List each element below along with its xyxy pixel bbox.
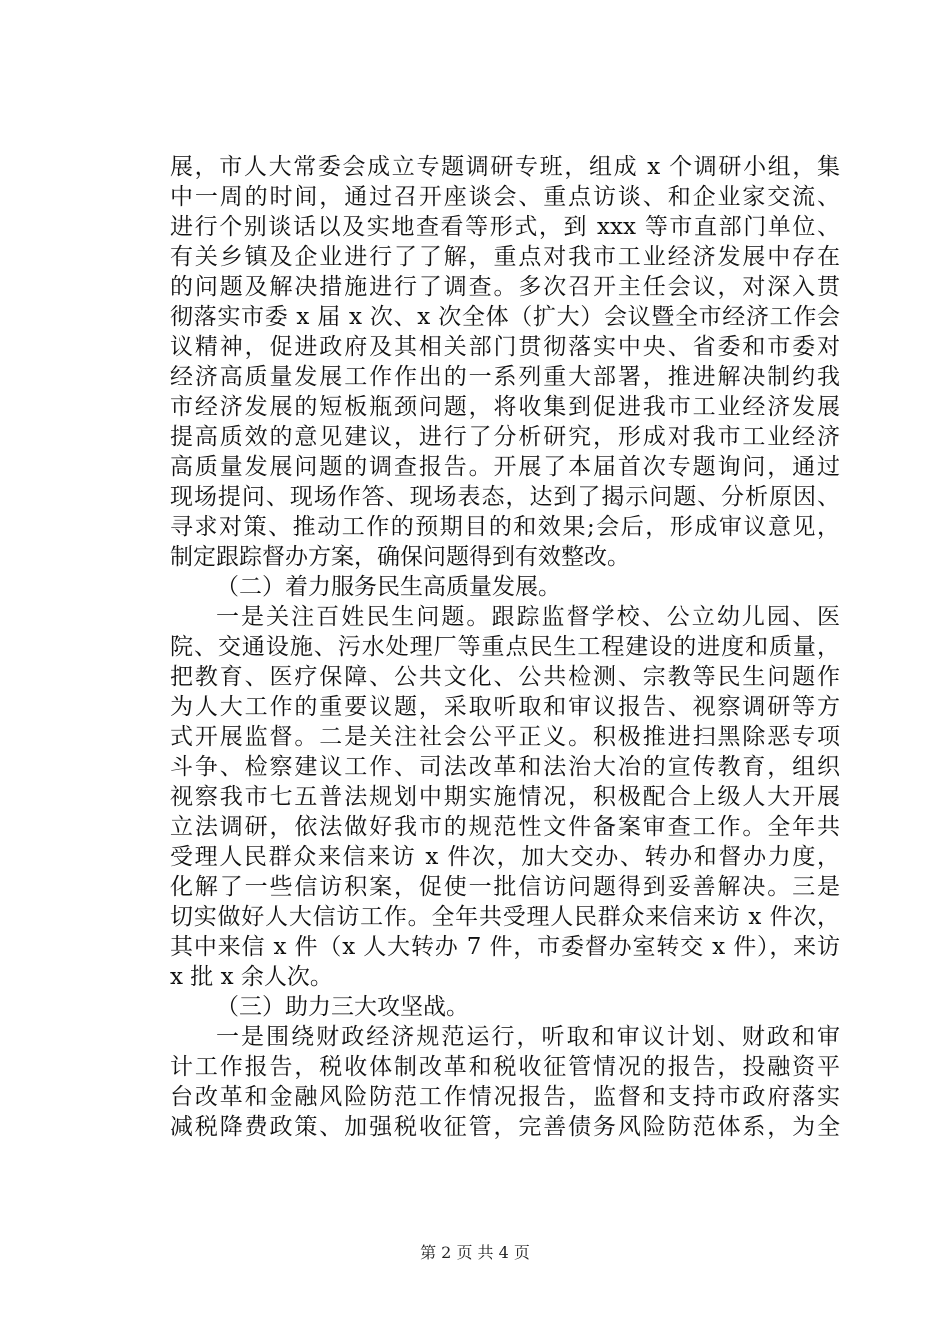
text-line: 化解了一些信访积案，促使一批信访问题得到妥善解决。三是 bbox=[170, 874, 840, 900]
text-line: 提高质效的意见建议，进行了分析研究，形成对我市工业经济 bbox=[170, 424, 840, 450]
text-line: 立法调研，依法做好我市的规范性文件备案审查工作。全年共 bbox=[170, 814, 840, 840]
text-line: x 批 x 余人次。 bbox=[170, 964, 333, 990]
text-line: 为人大工作的重要议题，采取听取和审议报告、视察调研等方 bbox=[170, 694, 840, 720]
text-line: 一是围绕财政经济规范运行，听取和审议计划、财政和审 bbox=[216, 1024, 840, 1050]
text-line: 高质量发展问题的调查报告。开展了本届首次专题询问，通过 bbox=[170, 454, 840, 480]
text-line: 市经济发展的短板瓶颈问题，将收集到促进我市工业经济发展 bbox=[170, 394, 840, 420]
text-line: 视察我市七五普法规划中期实施情况，积极配合上级人大开展 bbox=[170, 784, 840, 810]
text-line: 中一周的时间，通过召开座谈会、重点访谈、和企业家交流、 bbox=[170, 184, 840, 210]
text-line: 把教育、医疗保障、公共文化、公共检测、宗教等民生问题作 bbox=[170, 664, 840, 690]
text-line: 进行个别谈话以及实地查看等形式，到 xxx 等市直部门单位、 bbox=[170, 214, 840, 240]
text-line: 斗争、检察建议工作、司法改革和法治大冶的宣传教育，组织 bbox=[170, 754, 840, 780]
text-line: 彻落实市委 x 届 x 次、x 次全体（扩大）会议暨全市经济工作会 bbox=[170, 304, 840, 330]
text-line: 议精神，促进政府及其相关部门贯彻落实中央、省委和市委对 bbox=[170, 334, 840, 360]
text-line: 展，市人大常委会成立专题调研专班，组成 x 个调研小组，集 bbox=[170, 154, 840, 180]
section-heading: （三）助力三大攻坚战。 bbox=[216, 994, 469, 1020]
text-line: 有关乡镇及企业进行了了解，重点对我市工业经济发展中存在 bbox=[170, 244, 840, 270]
text-line: 寻求对策、推动工作的预期目的和效果;会后，形成审议意见， bbox=[170, 514, 840, 540]
section-heading: （二）着力服务民生高质量发展。 bbox=[216, 574, 561, 600]
text-line: 现场提问、现场作答、现场表态，达到了揭示问题、分析原因、 bbox=[170, 484, 840, 510]
text-line: 受理人民群众来信来访 x 件次，加大交办、转办和督办力度， bbox=[170, 844, 840, 870]
text-line: 其中来信 x 件（x 人大转办 7 件，市委督办室转交 x 件），来访 bbox=[170, 934, 840, 960]
body-text bbox=[170, 152, 840, 1142]
text-line: 院、交通设施、污水处理厂等重点民生工程建设的进度和质量， bbox=[170, 634, 840, 660]
text-line: 式开展监督。二是关注社会公平正义。积极推进扫黑除恶专项 bbox=[170, 724, 840, 750]
page-footer: 第 2 页 共 4 页 bbox=[420, 1243, 530, 1262]
text-line: 减税降费政策、加强税收征管，完善债务风险防范体系，为全 bbox=[170, 1114, 840, 1140]
text-line: 制定跟踪督办方案，确保问题得到有效整改。 bbox=[170, 544, 630, 570]
text-line: 切实做好人大信访工作。全年共受理人民群众来信来访 x 件次， bbox=[170, 904, 840, 930]
text-line: 计工作报告，税收体制改革和税收征管情况的报告，投融资平 bbox=[170, 1054, 840, 1080]
text-line: 一是关注百姓民生问题。跟踪监督学校、公立幼儿园、医 bbox=[216, 604, 840, 630]
text-line: 经济高质量发展工作作出的一系列重大部署，推进解决制约我 bbox=[170, 364, 840, 390]
text-line: 的问题及解决措施进行了调查。多次召开主任会议，对深入贯 bbox=[170, 274, 840, 300]
text-line: 台改革和金融风险防范工作情况报告，监督和支持市政府落实 bbox=[170, 1084, 840, 1110]
